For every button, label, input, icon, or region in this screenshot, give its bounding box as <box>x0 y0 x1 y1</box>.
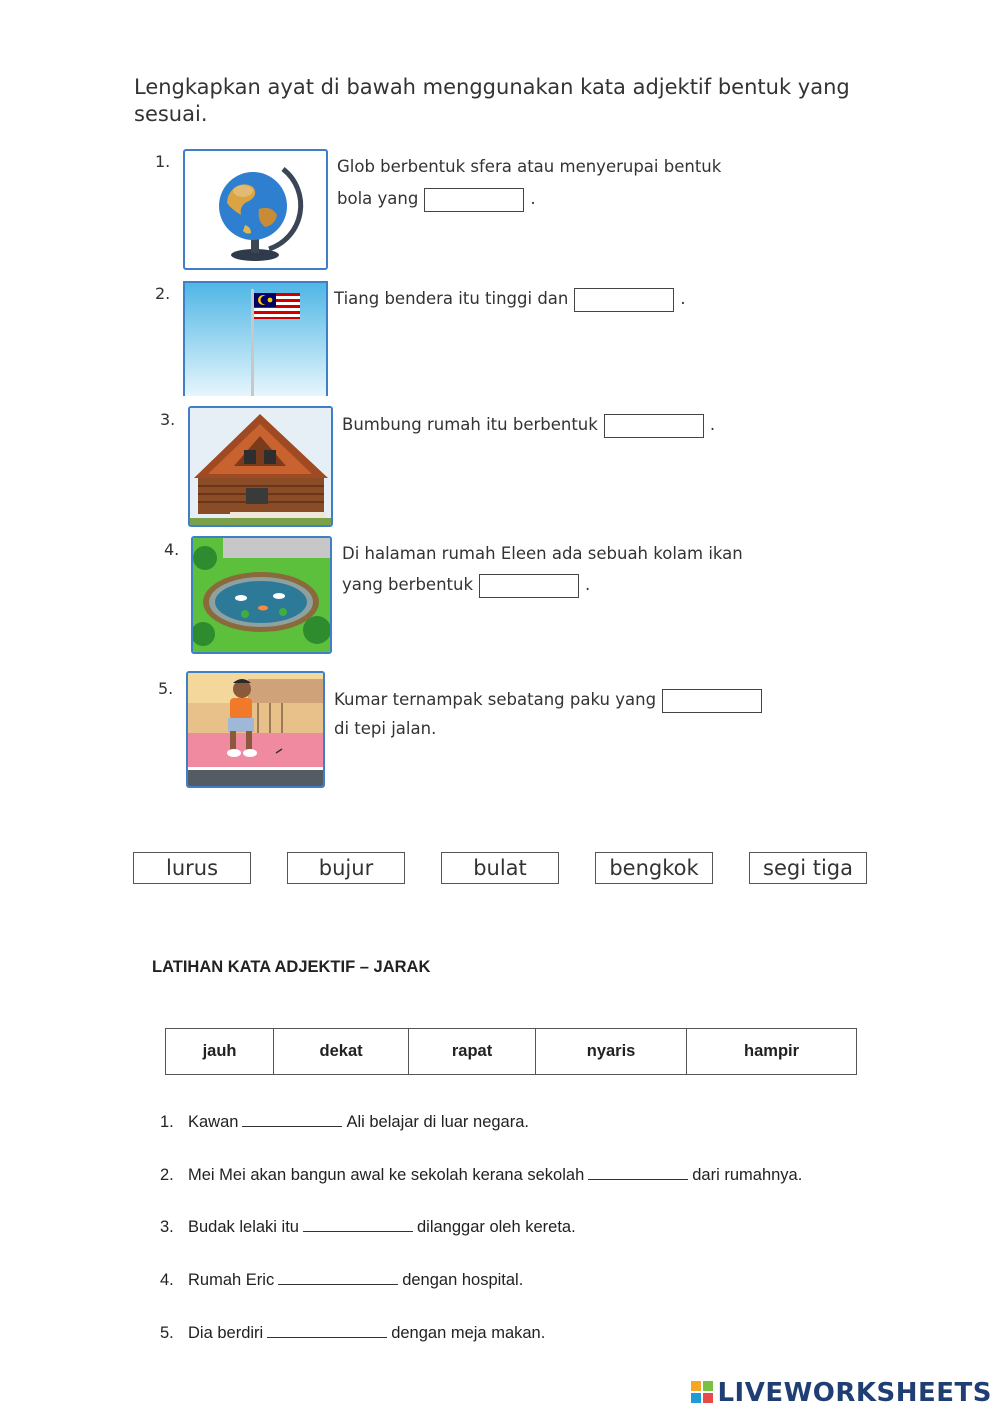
liveworksheets-logo[interactable] <box>691 1378 992 1408</box>
boy-nail-picture <box>186 671 325 788</box>
liveworksheets-logo-icon <box>691 1381 713 1403</box>
word-table-cell: jauh <box>166 1029 274 1075</box>
section-2-question: 5. Dia berdiri dengan meja makan. <box>160 1324 546 1342</box>
question-number: 4. <box>164 540 180 559</box>
instruction-text: Lengkapkan ayat di bawah menggunakan kata adjektif bentuk yang sesuai. <box>134 75 850 126</box>
section-2-question: 3. Budak lelaki itu dilanggar oleh kereta. <box>160 1218 576 1236</box>
question-2-end: . <box>680 289 686 308</box>
fill-blank-line[interactable] <box>278 1270 398 1285</box>
question-1-text: bola yang <box>337 189 419 208</box>
question-4-end: . <box>585 575 591 594</box>
word-table <box>165 1028 857 1075</box>
question-number: 1. <box>155 152 171 171</box>
section-2-title: LATIHAN KATA ADJEKTIF – JARAK <box>152 958 431 976</box>
liveworksheets-logo-text: LIVEWORKSHEETS <box>717 1378 992 1408</box>
word-table-cell: dekat <box>274 1029 409 1075</box>
house-picture <box>188 406 333 527</box>
question-4-text: yang berbentuk <box>342 575 474 594</box>
question-number: 3. <box>160 410 176 429</box>
question-1-end: . <box>530 189 536 208</box>
flag-picture <box>183 281 328 396</box>
question-4-line1: Di halaman rumah Eleen ada sebuah kolam ikan <box>342 544 743 563</box>
word-bank-item[interactable]: bengkok <box>595 852 713 884</box>
fill-blank-line[interactable] <box>303 1217 413 1232</box>
section-2-question: 4. Rumah Eric dengan hospital. <box>160 1271 524 1289</box>
word-bank-item[interactable]: lurus <box>133 852 251 884</box>
question-2-text: Tiang bendera itu tinggi dan <box>334 289 569 308</box>
answer-box-2[interactable] <box>574 288 674 312</box>
question-5-text: Kumar ternampak sebatang paku yang <box>334 690 657 709</box>
question-1-line1: Glob berbentuk sfera atau menyerupai bentuk <box>337 157 722 176</box>
answer-box-4[interactable] <box>479 574 579 598</box>
globe-picture <box>183 149 328 270</box>
word-bank-item[interactable]: segi tiga <box>749 852 867 884</box>
pond-picture <box>191 536 332 654</box>
section-2-question: 1. Kawan Ali belajar di luar negara. <box>160 1113 529 1131</box>
word-table-cell: hampir <box>687 1029 857 1075</box>
word-table-cell: nyaris <box>536 1029 687 1075</box>
question-number: 2. <box>155 284 171 303</box>
word-table-cell: rapat <box>409 1029 536 1075</box>
answer-box-3[interactable] <box>604 414 704 438</box>
question-3-text: Bumbung rumah itu berbentuk <box>342 415 598 434</box>
question-number: 5. <box>158 679 174 698</box>
fill-blank-line[interactable] <box>588 1165 688 1180</box>
fill-blank-line[interactable] <box>242 1112 342 1127</box>
question-5-end: di tepi jalan. <box>334 719 437 738</box>
word-bank-item[interactable]: bulat <box>441 852 559 884</box>
question-3-end: . <box>709 415 716 434</box>
word-bank-item[interactable]: bujur <box>287 852 405 884</box>
answer-box-1[interactable] <box>424 188 524 212</box>
fill-blank-line[interactable] <box>267 1323 387 1338</box>
section-2-question: 2. Mei Mei akan bangun awal ke sekolah kerana sekolah dari rumahnya. <box>160 1166 803 1184</box>
answer-box-5[interactable] <box>662 689 762 713</box>
